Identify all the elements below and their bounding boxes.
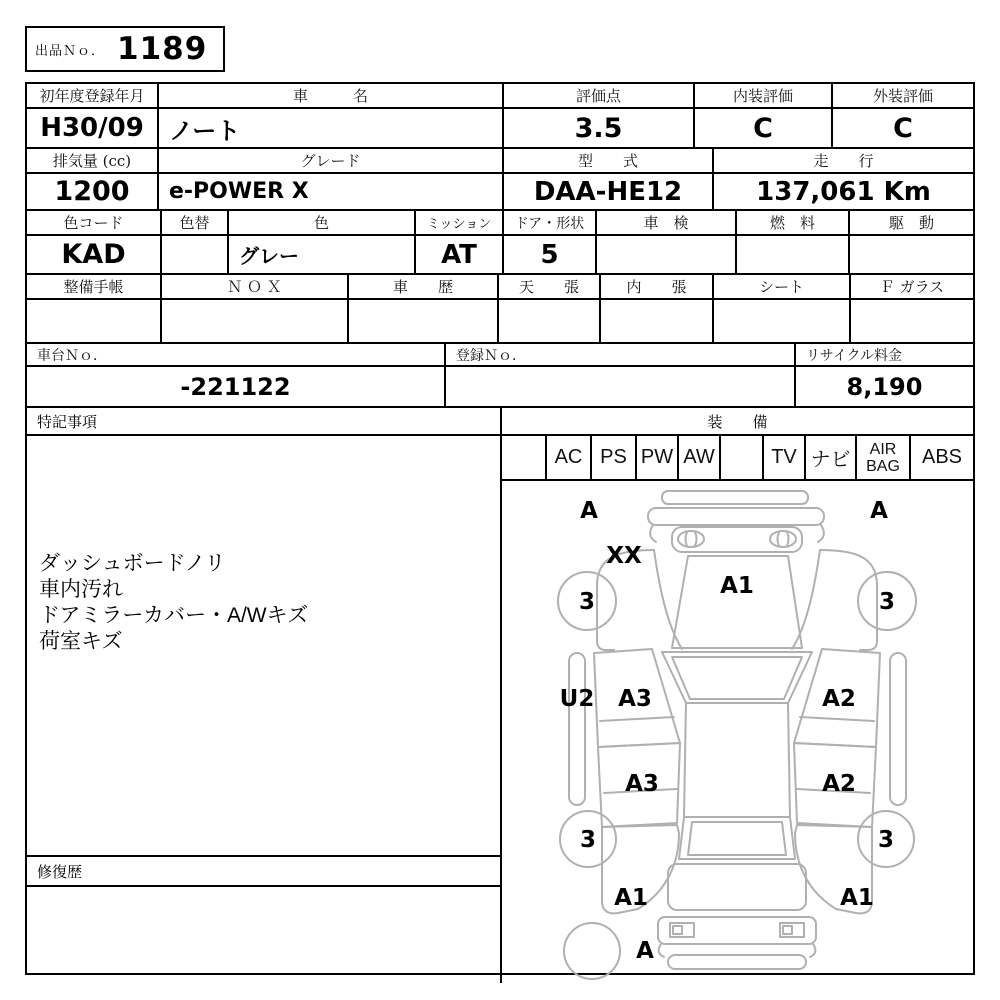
first-reg-header: 初年度登録年月: [39, 87, 145, 105]
f-glass-value: [849, 300, 973, 342]
trunk-lid: [668, 864, 806, 910]
damage-code-label: 3: [578, 589, 596, 615]
notes-line: ダッシュボードノリ: [39, 552, 226, 575]
color-code-header: 色コード: [63, 214, 124, 232]
damage-code-label: A2: [822, 771, 856, 797]
equipment-strip: [502, 436, 973, 481]
windshield: [662, 652, 812, 703]
equipment-column: [500, 408, 973, 983]
door-trim-value: [599, 300, 712, 342]
grade-value: e-POWER X: [157, 174, 502, 209]
f-glass-header: Ｆ ガラス: [849, 275, 973, 298]
damage-code-label: 3: [878, 589, 896, 615]
displacement-header: 排気量 (cc): [52, 152, 132, 170]
vehicle-info-table: [25, 82, 975, 975]
front-bumper-top-strip: [662, 491, 808, 504]
lot-number-label: 出品Ｎｏ．: [35, 43, 106, 59]
inspection-value: [595, 236, 735, 273]
car-name-value: ノート: [157, 109, 502, 147]
equipment-cell-tv: TV: [762, 436, 804, 479]
damage-code-label: U2: [559, 686, 595, 712]
damage-code-label: A3: [618, 686, 652, 712]
inspection-header: 車 検: [595, 211, 735, 234]
equipment-cell-airbag: AIR BAG: [855, 436, 909, 479]
equipment-cell-navi: ナビ: [804, 436, 855, 479]
mileage-header: 走 行: [712, 149, 973, 172]
damage-code-label: A1: [614, 885, 648, 911]
front-bumper-left-hook: [650, 525, 656, 542]
nox-header: Ｎ Ｏ Ｘ: [160, 275, 347, 298]
right-front-fender: [820, 550, 877, 650]
fuel-header: 燃 料: [735, 211, 848, 234]
spare-tire: [564, 923, 620, 979]
front-bumper-right-hook: [818, 525, 824, 542]
transmission-value: AT: [414, 236, 502, 273]
color-change-header: 色替: [160, 211, 227, 234]
color-code-value: KAD: [61, 239, 126, 270]
history-value: [347, 300, 497, 342]
seat-value: [712, 300, 849, 342]
service-book-value: [27, 300, 160, 342]
exterior-grade-value: C: [831, 109, 973, 147]
score-header: 評価点: [502, 84, 693, 107]
damage-code-label: A: [580, 498, 598, 524]
damage-diagram: [502, 481, 973, 983]
equipment-cell-ac: AC: [545, 436, 590, 479]
left-headlight-icon: [678, 531, 704, 547]
reg-no-value: [444, 367, 794, 406]
notes-line: 荷室キズ: [39, 630, 123, 653]
fuel-value: [735, 236, 848, 273]
notes-line: ドアミラーカバー・A/Wキズ: [39, 604, 309, 627]
drive-header: 駆 動: [848, 211, 973, 234]
grade-header: グレード: [157, 149, 502, 172]
interior-grade-value: C: [693, 109, 831, 147]
repair-history-box: [27, 887, 500, 983]
service-book-header: 整備手帳: [63, 278, 124, 296]
recycle-fee-value: 8,190: [794, 367, 973, 406]
headliner-value: [497, 300, 599, 342]
equipment-header: 装 備: [502, 408, 973, 436]
door-trim-header: 内 張: [599, 275, 712, 298]
car-outline-diagram: [502, 481, 973, 983]
recycle-fee-header: リサイクル料金: [794, 344, 973, 365]
damage-code-label: 3: [877, 827, 895, 853]
front-bumper: [648, 508, 824, 525]
reg-no-header: 登録Ｎｏ．: [444, 344, 794, 365]
left-side-sill: [569, 653, 585, 805]
notes-column: [27, 408, 500, 983]
doors-value: 5: [502, 236, 595, 273]
first-reg-value: H30/09: [40, 113, 144, 143]
doors-header: ドア・形状: [502, 211, 595, 234]
score-value: 3.5: [502, 109, 693, 147]
transmission-header: ミッション: [414, 211, 502, 234]
rear-window: [679, 817, 795, 859]
damage-code-label: A1: [840, 885, 874, 911]
displacement-value: 1200: [54, 176, 130, 207]
damage-code-label: A: [636, 938, 654, 964]
equipment-cell-aw: AW: [677, 436, 719, 479]
nox-value: [160, 300, 347, 342]
roof-panel: [684, 703, 790, 817]
chassis-no-value: -221122: [180, 372, 291, 401]
seat-header: シート: [712, 275, 849, 298]
model-code-value: DAA-HE12: [502, 174, 712, 209]
mileage-value: 137,061 Km: [712, 174, 973, 209]
model-code-header: 型 式: [502, 149, 712, 172]
color-header: 色: [227, 211, 414, 234]
lot-number-box: [25, 26, 225, 72]
damage-code-label: A: [870, 498, 888, 524]
rear-bumper-lower-strip: [668, 955, 806, 969]
lot-number-value: 1189: [117, 31, 208, 67]
damage-code-label: XX: [606, 543, 642, 569]
equipment-cell-ps: PS: [590, 436, 635, 479]
notes-line: 車内汚れ: [39, 578, 123, 601]
history-header: 車 歴: [347, 275, 497, 298]
chassis-no-header: 車台Ｎｏ．: [37, 347, 107, 364]
interior-grade-header: 内装評価: [693, 84, 831, 107]
notes-header: 特記事項: [27, 408, 500, 436]
exterior-grade-header: 外装評価: [831, 84, 973, 107]
damage-code-label: A1: [720, 573, 754, 599]
repair-history-header: 修復歴: [27, 855, 500, 887]
notes-text: [27, 436, 500, 855]
equipment-cell: [502, 436, 545, 479]
equipment-cell-abs: ABS: [909, 436, 973, 479]
damage-code-label: A2: [822, 686, 856, 712]
damage-code-label: A3: [625, 771, 659, 797]
right-side-sill: [890, 653, 906, 805]
drive-value: [848, 236, 973, 273]
hood-panel: [672, 556, 802, 648]
color-value: グレー: [227, 236, 414, 273]
headliner-header: 天 張: [497, 275, 599, 298]
equipment-cell: [719, 436, 762, 479]
car-name-header: 車 名: [157, 84, 502, 107]
right-headlight-icon: [770, 531, 796, 547]
equipment-cell-pw: PW: [635, 436, 677, 479]
damage-code-label: 3: [579, 827, 597, 853]
color-change-value: [160, 236, 227, 273]
